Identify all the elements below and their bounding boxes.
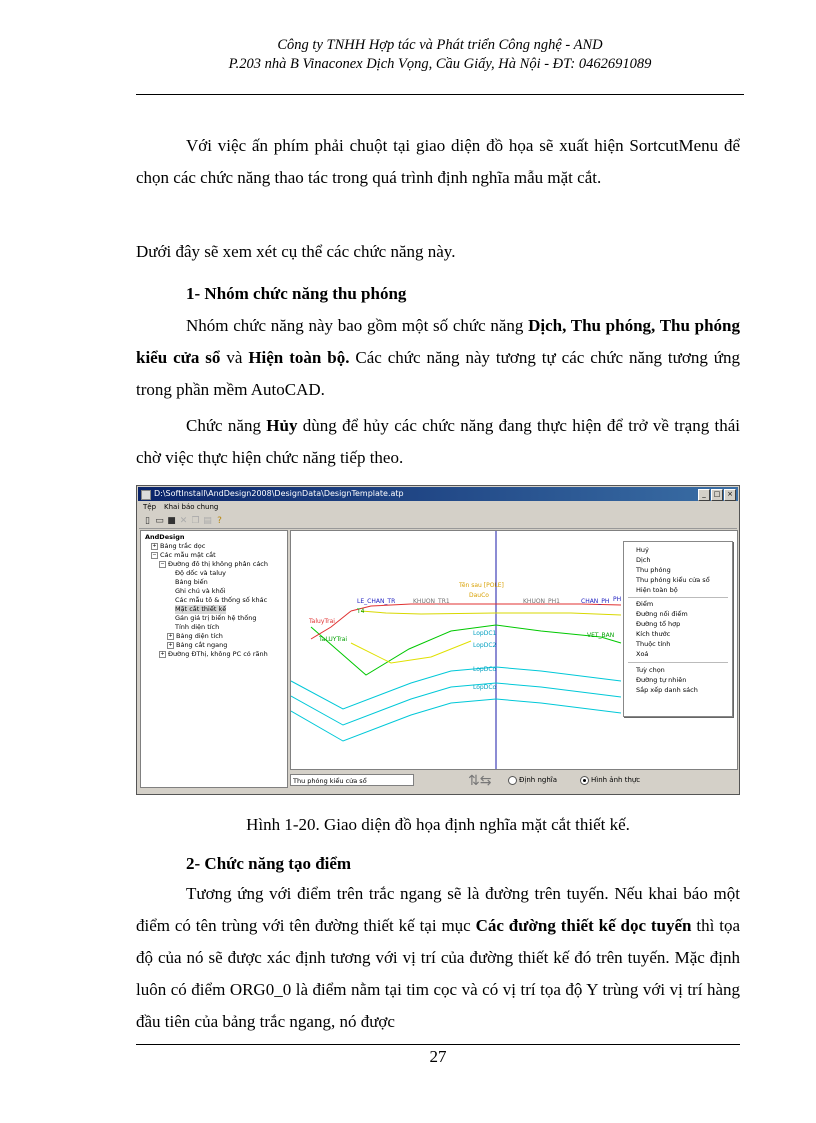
- tree-label: Bảng trắc dọc: [160, 542, 206, 550]
- close-icon[interactable]: ×: [724, 489, 736, 501]
- tree-item-fill-params[interactable]: Các mẫu tô & thống số khác: [175, 596, 268, 604]
- label-vet: VET_BAN: [587, 632, 615, 639]
- label-le-chan: LE_CHAN_TR: [357, 598, 396, 605]
- menu-item-zoom-window[interactable]: Thu phóng kiểu cửa sổ: [636, 576, 710, 584]
- figure-caption: Hình 1-20. Giao diện đồ họa định nghĩa mặt cắt thiết kế.: [246, 815, 630, 834]
- radio-real-view[interactable]: [580, 775, 640, 786]
- menu-item-connect-line[interactable]: Đường nối điểm: [636, 610, 688, 618]
- menu-item-sort-list[interactable]: Sắp xếp danh sách: [636, 686, 698, 694]
- graphics-canvas[interactable]: [290, 530, 738, 770]
- app-icon: [141, 490, 151, 500]
- page-header: [136, 36, 744, 74]
- menu-item-combined-line[interactable]: Đường tổ hợp: [636, 620, 681, 628]
- p3-text-a: Nhóm chức năng này bao gồm một số chức năng: [186, 316, 529, 335]
- label-t4: T4: [357, 608, 365, 615]
- window-title-bar: [138, 487, 738, 501]
- p3-bold-d: Hiện toàn bộ.: [248, 348, 350, 367]
- menu-item-natural-line[interactable]: Đường tự nhiên: [636, 676, 687, 684]
- heading-create-point: 2- Chức năng tạo điểm: [186, 854, 352, 873]
- label-khuon-ph: KHUON_PH1: [523, 598, 560, 605]
- tree-item-cross-table[interactable]: [167, 641, 227, 650]
- toolbar: [139, 514, 737, 529]
- tree-item-area-calc[interactable]: Tính diện tích: [175, 623, 220, 631]
- yellow-ditch: [351, 641, 471, 663]
- tree-item-urban-road[interactable]: [159, 560, 268, 569]
- tree-label: Bảng diện tích: [176, 632, 223, 640]
- expand-icon[interactable]: +: [168, 632, 173, 639]
- footer-rule: [136, 1044, 740, 1045]
- tree-item-design-section[interactable]: Mặt cắt thiết kế: [175, 605, 227, 613]
- menu-file[interactable]: Tệp: [143, 503, 157, 511]
- menu-item-zoom-all[interactable]: Hiện toàn bộ: [636, 586, 678, 594]
- minimize-icon[interactable]: _: [698, 489, 710, 501]
- p3-text-c: và: [220, 348, 249, 367]
- cut-icon[interactable]: ✕: [179, 515, 188, 526]
- page-number: 27: [429, 1047, 447, 1066]
- slope-left: [311, 611, 351, 639]
- p3-text-e: Các chức năng này tương tự các chức năng tương ứng trong phần mềm AutoCAD.: [136, 348, 740, 399]
- road-surface: [351, 604, 621, 611]
- shortcut-menu: [623, 541, 733, 717]
- paste-icon[interactable]: ▤: [203, 515, 212, 526]
- tree-item-variables[interactable]: Bảng biến: [175, 578, 208, 586]
- radio-label: Hình ảnh thực: [591, 776, 641, 784]
- template-tree: [140, 530, 288, 788]
- p4-text-c: dùng để hủy các chức năng đang thực hiện để trở về trạng thái chờ việc thực hiện chức năng tiếp theo.: [136, 416, 740, 467]
- tree-label: Đường ĐThị, không PC có rãnh: [168, 650, 268, 658]
- p4-text-a: Chức năng: [186, 416, 267, 435]
- menu-item-options[interactable]: Tuỳ chọn: [636, 666, 665, 674]
- header-rule: [136, 94, 744, 95]
- tree-label: Đường đô thị không phân cách: [168, 560, 268, 568]
- layer-line-3: [291, 699, 621, 741]
- tree-item-profile[interactable]: [151, 542, 205, 551]
- menu-item-zoom[interactable]: Thu phóng: [636, 566, 671, 574]
- label-taluy: TaluyTrai: [309, 618, 335, 625]
- header-company: Công ty TNHH Hợp tác và Phát triển Công nghệ - AND: [277, 37, 603, 53]
- p3-bold-b: Dịch, Thu phóng, Thu phóng kiểu cửa sổ: [136, 316, 741, 367]
- status-bar: [290, 772, 736, 790]
- tree-item-notes[interactable]: Ghi chú và khối: [175, 587, 226, 595]
- label-dauco: DauCo: [469, 592, 489, 599]
- paragraph-zoom-group: [136, 310, 740, 406]
- tree-item-root[interactable]: AndDesign: [145, 533, 185, 541]
- menu-separator: [628, 597, 728, 598]
- tree-label: Bảng cắt ngang: [176, 641, 228, 649]
- collapse-icon[interactable]: −: [160, 560, 165, 567]
- label-khuon-tr: KHUON_TR1: [413, 598, 450, 605]
- radio-label: Định nghĩa: [519, 776, 558, 784]
- yellow-line: [361, 611, 621, 615]
- paragraph-create-point: [136, 878, 740, 1038]
- window-controls: [698, 489, 736, 501]
- p5-bold-b: Các đường thiết kế dọc tuyến: [475, 916, 692, 935]
- layer-line-2: [291, 683, 621, 725]
- label-lop3: LopDCo: [473, 666, 497, 673]
- tree-item-slope[interactable]: Độ dốc và taluy: [175, 569, 227, 577]
- tree-item-urban-ditch[interactable]: [159, 650, 268, 659]
- tree-item-area-table[interactable]: [167, 632, 223, 641]
- p4-bold-b: Hủy: [266, 416, 298, 435]
- label-lop4: LopDCo: [473, 684, 497, 691]
- expand-icon[interactable]: +: [168, 641, 173, 648]
- radio-off-icon: [508, 776, 517, 785]
- label-lop2: LopDC2: [473, 642, 497, 649]
- label-center-top: Tên sau [POLE]: [459, 582, 504, 589]
- expand-icon[interactable]: +: [152, 542, 157, 549]
- label-lop1: LopDC1: [473, 630, 497, 637]
- tree-item-templates[interactable]: [151, 551, 216, 560]
- pan-arrows-icon[interactable]: ⇅⇆: [468, 773, 492, 789]
- header-address: P.203 nhà B Vinaconex Dịch Vọng, Cầu Giấy, Hà Nội - ĐT: 0462691089: [228, 56, 652, 72]
- label-taluy-green: TaLUYTrai: [319, 636, 348, 643]
- menu-item-point[interactable]: Điểm: [636, 600, 654, 608]
- menu-item-dimension[interactable]: Kích thước: [636, 630, 671, 638]
- radio-define[interactable]: [508, 775, 557, 786]
- menu-general-declaration[interactable]: Khai báo chung: [164, 503, 219, 511]
- heading-zoom-group: 1- Nhóm chức năng thu phóng: [186, 284, 407, 303]
- menu-item-cancel[interactable]: Huỷ: [636, 546, 649, 554]
- maximize-icon[interactable]: □: [711, 489, 723, 501]
- radio-on-icon: [580, 776, 589, 785]
- new-file-icon[interactable]: ▯: [145, 515, 150, 526]
- tree-label: Các mẫu mặt cắt: [160, 551, 216, 559]
- open-folder-icon[interactable]: ▭: [155, 515, 164, 526]
- paragraph-cancel: [136, 410, 740, 474]
- tree-item-system-vars[interactable]: Gán giá trị biến hệ thống: [175, 614, 257, 622]
- paragraph-shortcut-menu: Với việc ấn phím phải chuột tại giao diện đồ họa sẽ xuất hiện SortcutMenu để chọn các chức năng thao tác trong quá trình định nghĩa mẫu mặt cắt.: [136, 136, 740, 187]
- menu-item-pan[interactable]: Dịch: [636, 556, 651, 564]
- expand-icon[interactable]: +: [160, 650, 165, 657]
- label-chan-ph: CHAN_PH: [581, 598, 610, 605]
- p5-text-c: thì tọa độ của nó sẽ được xác định tương với vị trí của đường thiết kế đó trên tuyến. Mặc định luôn có điểm ORG0_0 là điểm nằm tại tim cọc và có vị trí tọa độ Y trùng với vị trí hàng đầu tiên của bảng trắc ngang, nó được: [136, 916, 740, 1031]
- p5-text-a: Tương ứng với điểm trên trắc ngang sẽ là đường trên tuyến. Nếu khai báo một điểm có tên trùng với tên đường thiết kế tại mục: [136, 884, 740, 935]
- design-template-window: [136, 485, 740, 795]
- paragraph-intro: Dưới đây sẽ xem xét cụ thể các chức năng này.: [136, 242, 456, 261]
- ground-line: [311, 625, 621, 675]
- collapse-icon[interactable]: −: [152, 551, 157, 558]
- menu-separator: [628, 662, 728, 663]
- menu-item-properties[interactable]: Thuộc tính: [636, 640, 671, 648]
- copy-icon[interactable]: ❐: [191, 515, 200, 526]
- save-icon[interactable]: ■: [167, 515, 176, 526]
- menu-bar: [139, 502, 218, 513]
- menu-item-delete[interactable]: Xoá: [636, 650, 649, 658]
- help-icon[interactable]: ?: [217, 515, 222, 526]
- status-command: Thu phóng kiểu cửa sổ: [290, 774, 414, 786]
- label-ph: PH: [613, 596, 622, 603]
- window-title: D:\SoftInstall\AndDesign2008\DesignData\DesignTemplate.atp: [154, 489, 404, 498]
